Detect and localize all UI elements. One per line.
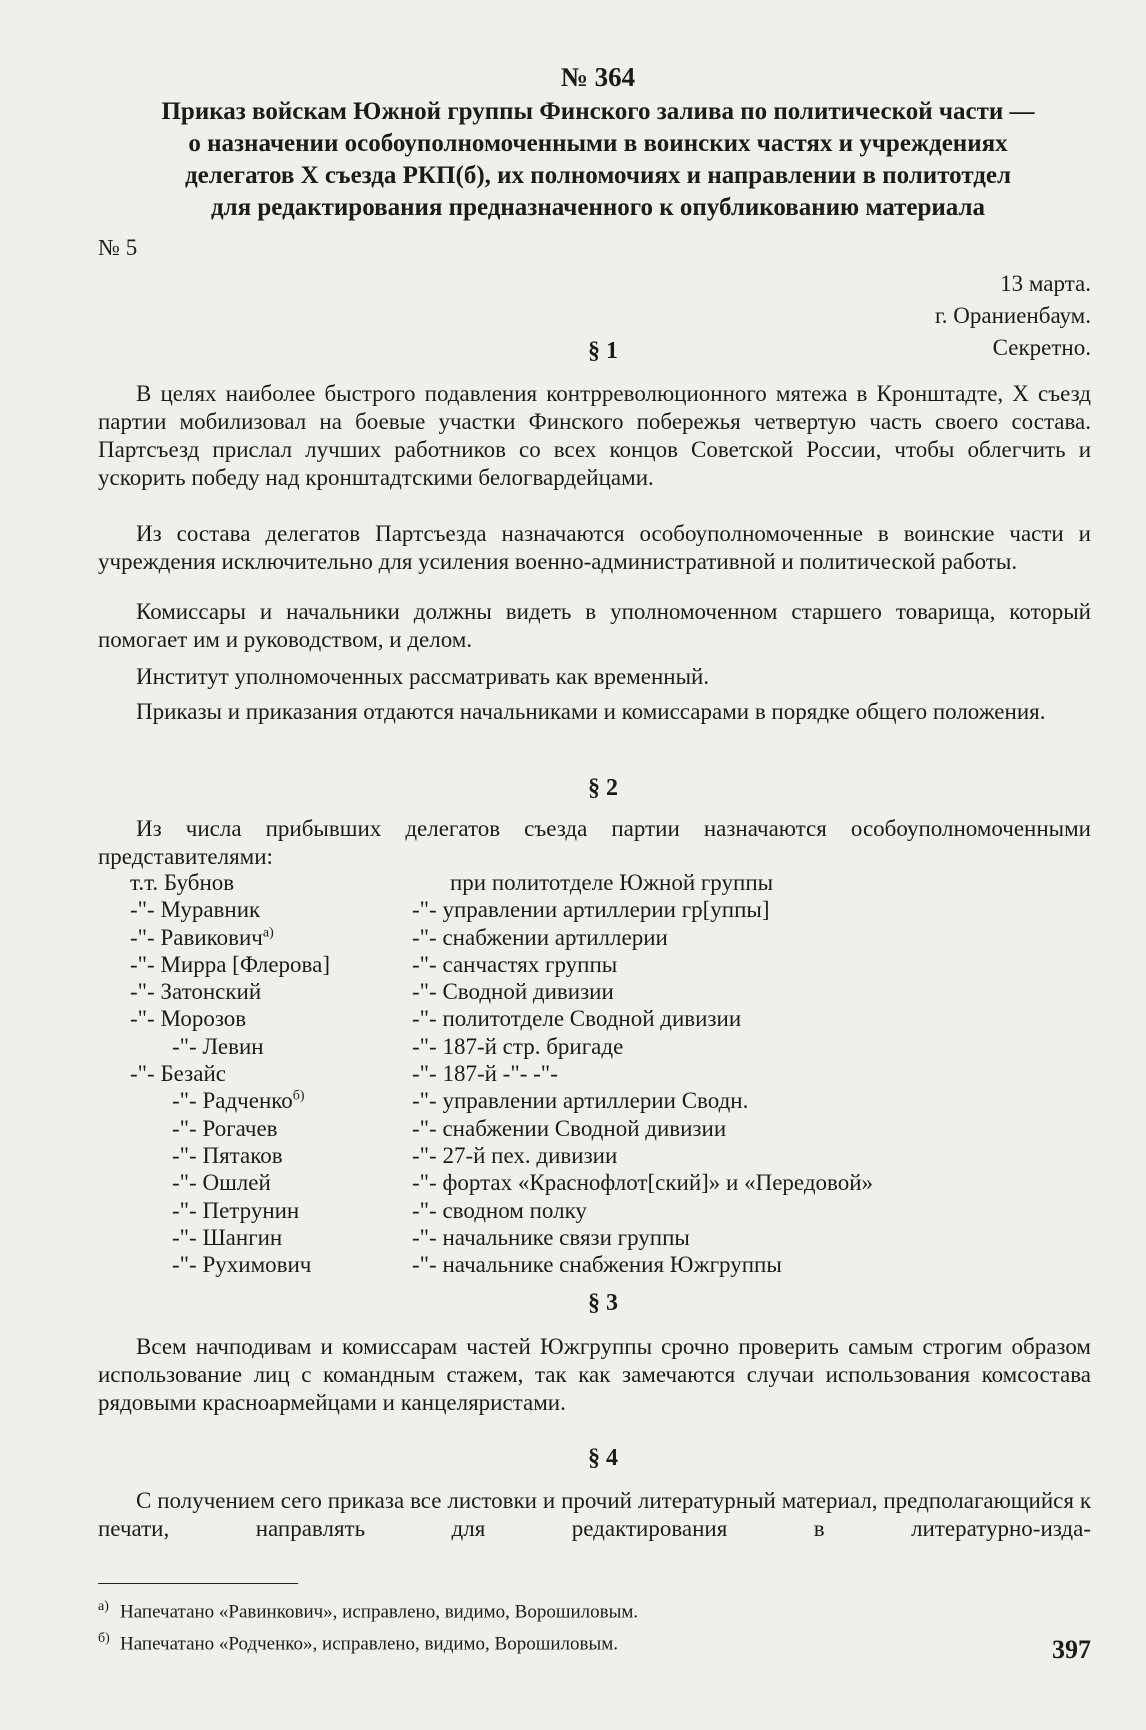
- delegate-place: снабжении артиллерии: [442, 924, 668, 950]
- section-2-heading: § 2: [588, 775, 618, 801]
- delegate-place: при политотделе Южной группы: [450, 870, 774, 895]
- delegate-name: Бубнов: [163, 870, 235, 895]
- delegate-prefix: -"-: [130, 951, 155, 977]
- place-prefix: -"-: [412, 1142, 437, 1168]
- footnote-mark: а): [98, 1599, 109, 1614]
- place-prefix: -"-: [412, 1170, 437, 1196]
- delegate-name: Безайс: [160, 1061, 226, 1087]
- paragraph: Из состава делегатов Партсъезда назначаются особоуполномоченные в воинские части и учреждения исключительно для усиления военно-административной и политической работы.: [98, 521, 1091, 574]
- delegate-place: политотделе Сводной дивизии: [442, 1006, 742, 1032]
- delegate-prefix: -"-: [130, 1006, 155, 1032]
- paragraph: Институт уполномоченных рассматривать как временный.: [136, 664, 710, 689]
- delegate-prefix: -"-: [130, 1061, 155, 1087]
- footnotes: [98, 1593, 638, 1658]
- delegate-prefix: -"-: [172, 1224, 197, 1250]
- delegate-prefix: -"-: [172, 1252, 197, 1278]
- delegate-place: начальнике снабжения Южгруппы: [442, 1252, 782, 1278]
- place-prefix: -"-: [412, 1061, 437, 1087]
- delegate-place: 187-й стр. бригаде: [442, 1033, 624, 1059]
- section-4-heading: § 4: [588, 1445, 618, 1471]
- section-1-heading: § 1: [588, 338, 618, 364]
- delegate-prefix: -"-: [172, 1170, 197, 1196]
- delegate-name: Пятаков: [202, 1142, 283, 1168]
- delegate-name: Рухимович: [202, 1252, 312, 1278]
- title-line: о назначении особоуполномоченными в воинских частях и учреждениях: [188, 130, 1008, 157]
- delegate-name: Радченко: [202, 1088, 293, 1114]
- paragraph: Комиссары и начальники должны видеть в уполномоченном старшего товарища, который помогает им и руководством, и делом.: [98, 599, 1091, 652]
- place-prefix: -"-: [412, 1033, 437, 1059]
- document-title: [110, 96, 1086, 224]
- place-prefix: -"-: [412, 1252, 437, 1278]
- delegate-prefix: -"-: [172, 1142, 197, 1168]
- footnote-divider: [98, 1583, 298, 1584]
- place-prefix: -"-: [412, 1006, 437, 1032]
- delegate-prefix: -"-: [172, 1088, 197, 1114]
- page-number: 397: [1052, 1635, 1091, 1664]
- delegate-prefix: -"-: [130, 897, 155, 923]
- delegate-name: Петрунин: [202, 1197, 300, 1223]
- delegate-name: Равикович: [160, 924, 263, 950]
- place-prefix: -"-: [412, 1115, 437, 1141]
- delegate-prefix: -"-: [172, 1033, 197, 1059]
- order-date: 13 марта.: [1000, 271, 1091, 296]
- delegate-prefix: -"-: [172, 1115, 197, 1141]
- footnote-text: Напечатано «Равинкович», исправлено, видимо, Ворошиловым.: [120, 1601, 639, 1623]
- delegate-place: управлении артиллерии гр[уппы]: [442, 897, 770, 923]
- footnote-text: Напечатано «Родченко», исправлено, видимо, Ворошиловым.: [120, 1633, 619, 1655]
- delegate-place: 27-й пех. дивизии: [442, 1142, 618, 1168]
- delegate-place: сводном полку: [442, 1197, 587, 1223]
- delegate-name: Рогачев: [202, 1115, 278, 1141]
- delegate-place: управлении артиллерии Сводн.: [442, 1088, 749, 1114]
- paragraph: Всем начподивам и комиссарам частей Южгруппы срочно проверить самым строгим образом использование лиц с командным стажем, так как замечаются случаи использования комсостава рядовыми красноармейцами и канцеляристами.: [98, 1334, 1091, 1415]
- place-prefix: -"-: [412, 1224, 437, 1250]
- footnote: [98, 1593, 638, 1625]
- delegate-place: фортах «Краснофлот[ский]» и «Передовой»: [442, 1170, 874, 1196]
- place-prefix: -"-: [412, 1197, 437, 1223]
- delegate-place: Сводной дивизии: [442, 979, 614, 1005]
- delegate-name: Шангин: [202, 1224, 283, 1250]
- place-prefix: -"-: [412, 951, 437, 977]
- delegate-prefix: -"-: [130, 979, 155, 1005]
- delegate-place: 187-й -"- -"-: [442, 1061, 558, 1087]
- paragraph: С получением сего приказа все листовки и прочий литературный материал, предполагающийся к печати, направлять для редактирования в литературно-изда-: [98, 1488, 1091, 1541]
- delegate-place: снабжении Сводной дивизии: [442, 1115, 727, 1141]
- delegate-name: Затонский: [160, 979, 262, 1005]
- section-3-heading: § 3: [588, 1290, 618, 1316]
- delegate-prefix: т.т.: [130, 870, 159, 895]
- title-line: делегатов X съезда РКП(б), их полномочиях и направлении в политотдел: [184, 162, 1012, 189]
- order-classification: Секретно.: [992, 335, 1091, 360]
- paragraph: Из числа прибывших делегатов съезда партии назначаются особоуполномоченными представителями:: [98, 816, 1091, 869]
- paragraph: Приказы и приказания отдаются начальниками и комиссарами в порядке общего положения.: [136, 699, 1046, 724]
- footnote-ref: а): [262, 924, 274, 940]
- delegate-name: Муравник: [160, 897, 261, 923]
- delegate-name: Морозов: [160, 1006, 247, 1032]
- delegate-prefix: -"-: [130, 924, 155, 950]
- order-place: г. Ораниенбаум.: [934, 303, 1091, 328]
- delegate-place: начальнике связи группы: [442, 1224, 690, 1250]
- title-line: для редактирования предназначенного к опубликованию материала: [210, 194, 986, 221]
- delegate-prefix: -"-: [172, 1197, 197, 1223]
- paragraph: В целях наиболее быстрого подавления контрреволюционного мятежа в Кронштадте, X съезд партии мобилизовал на боевые участки Финского побережья четвертую часть своего состава. Партсъезд прислал лучших работников со всех концов Советской России, чтобы облегчить и ускорить победу над кронштадтскими белогвардейцами.: [98, 381, 1091, 490]
- place-prefix: -"-: [412, 1088, 437, 1114]
- delegate-name: Мирра [Флерова]: [160, 951, 330, 977]
- footnote: [98, 1625, 638, 1657]
- place-prefix: -"-: [412, 897, 437, 923]
- place-prefix: -"-: [412, 979, 437, 1005]
- footnote-ref: б): [292, 1088, 305, 1104]
- document-number: № 364: [560, 62, 636, 92]
- title-line: Приказ войскам Южной группы Финского залива по политической части —: [161, 98, 1035, 125]
- delegate-name: Левин: [202, 1033, 264, 1059]
- delegate-place: санчастях группы: [442, 951, 618, 977]
- delegate-name: Ошлей: [202, 1170, 271, 1196]
- place-prefix: -"-: [412, 924, 437, 950]
- footnote-mark: б): [98, 1631, 110, 1647]
- order-number: № 5: [98, 235, 138, 260]
